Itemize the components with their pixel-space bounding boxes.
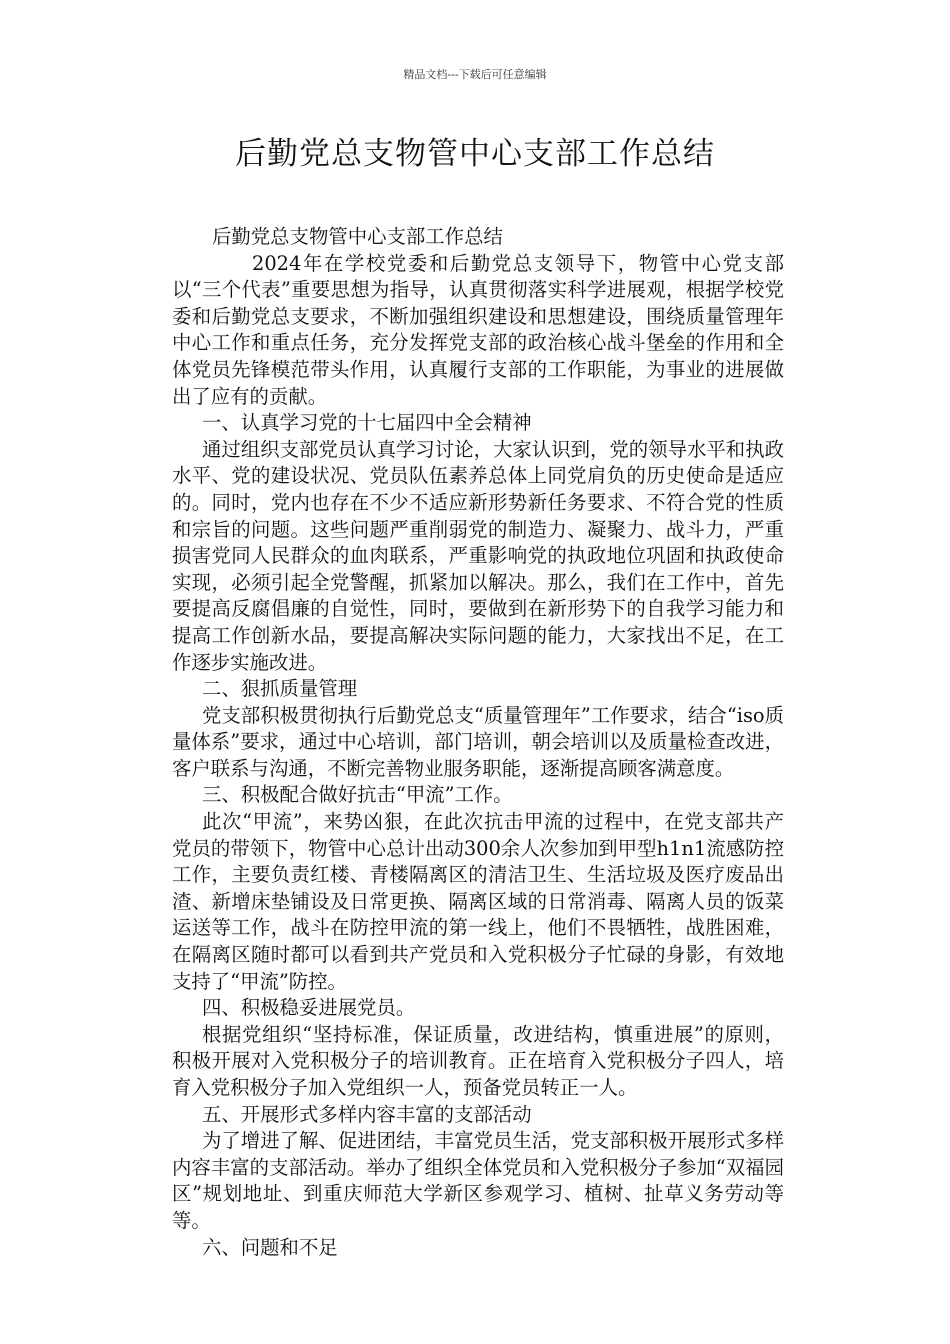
section-heading-5: 五、开展形式多样内容丰富的支部活动 [202, 1102, 532, 1126]
body-subtitle: 后勤党总支物管中心支部工作总结 [212, 225, 503, 248]
section-heading-4: 四、积极稳妥进展党员。 [202, 996, 416, 1020]
page-header-note: 精品文档---下载后可任意编辑 [403, 68, 547, 81]
section-5-paragraph: 为了增进了解、促进团结，丰富党员生活，党支部积极开展形式多样内容丰富的支部活动。举办了组织全体党员和入党积极分子参加“双福园区”规划地址、到重庆师范大学新区参观学习、植树、扯草义务劳动等等。 [172, 1129, 784, 1232]
section-4-paragraph: 根据党组织“坚持标准，保证质量，改进结构，慎重进展”的原则，积极开展对入党积极分子的培训教育。正在培育入党积极分子四人，培育入党积极分子加入党组织一人，预备党员转正一人。 [172, 1022, 784, 1099]
intro-paragraph: 2024年在学校党委和后勤党总支领导下，物管中心党支部以“三个代表”重要思想为指导，认真贯彻落实科学进展观，根据学校党委和后勤党总支要求，不断加强组织建设和思想建设，围绕质量管理年中心工作和重点任务，充分发挥党支部的政治核心战斗堡垒的作用和全体党员先锋模范带头作用，认真履行支部的工作职能，为事业的进展做出了应有的贡献。 [172, 251, 784, 408]
section-2-paragraph: 党支部积极贯彻执行后勤党总支“质量管理年”工作要求，结合“iso质量体系”要求，通过中心培训，部门培训，朝会培训以及质量检查改进，客户联系与沟通，不断完善物业服务职能，逐渐提高顾客满意度。 [172, 703, 784, 780]
section-heading-1: 一、认真学习党的十七届四中全会精神 [202, 411, 532, 435]
section-3-paragraph: 此次“甲流”，来势凶狠，在此次抗击甲流的过程中，在党支部共产党员的带领下，物管中心总计出动300余人次参加到甲型h1n1流感防控工作，主要负责红楼、青楼隔离区的清洁卫生、生活垃圾及医疗废品出渣、新增床垫铺设及日常更换、隔离区域的日常消毒、隔离人员的饭菜运送等工作，战斗在防控甲流的第一线上，他们不畏牺牲，战胜困难，在隔离区随时都可以看到共产党员和入党积极分子忙碌的身影，有效地支持了“甲流”防控。 [172, 810, 784, 993]
section-heading-2: 二、狠抓质量管理 [202, 677, 358, 701]
section-heading-6: 六、问题和不足 [202, 1235, 338, 1259]
document-body [172, 224, 784, 1261]
section-1-paragraph: 通过组织支部党员认真学习讨论，大家认识到，党的领导水平和执政水平、党的建设状况、党员队伍素养总体上同党肩负的历史使命是适应的。同时，党内也存在不少不适应新形势新任务要求、不符合党的性质和宗旨的问题。这些问题严重削弱党的制造力、凝聚力、战斗力，严重损害党同人民群众的血肉联系，严重影响党的执政地位巩固和执政使命实现，必须引起全党警醒，抓紧加以解决。那么，我们在工作中，首先要提高反腐倡廉的自觉性，同时，要做到在新形势下的自我学习能力和提高工作创新水品，要提高解决实际问题的能力，大家找出不足，在工作逐步实施改进。 [172, 437, 784, 674]
section-heading-3: 三、积极配合做好抗击“甲流”工作。 [202, 783, 513, 807]
document-title: 后勤党总支物管中心支部工作总结 [235, 136, 715, 172]
